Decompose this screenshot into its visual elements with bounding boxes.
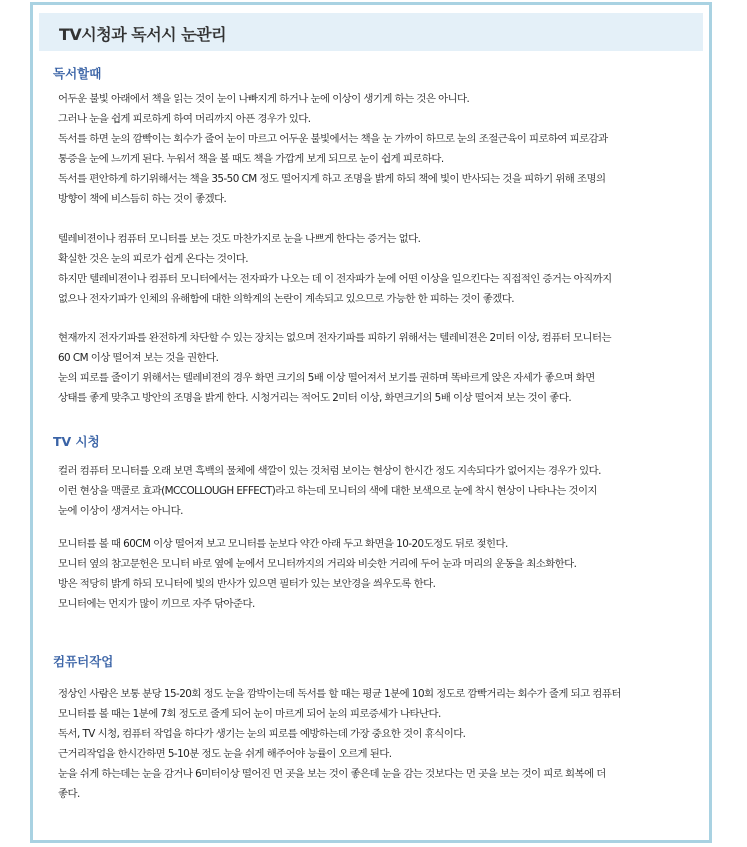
text-line: 현재까지 전자기파를 완전하게 차단할 수 있는 장치는 없으며 전자기파를 피하기 위해서는 텔레비젼은 2미터 이상, 컴퓨터 모니터는 [58, 332, 611, 344]
text-line: 눈에 이상이 생겨서는 아니다. [58, 505, 183, 517]
text-line: 좋다. [58, 788, 80, 800]
text-line: 없으나 전자기파가 인체의 유해함에 대한 의학계의 논란이 계속되고 있으므로 가능한 한 피하는 것이 좋겠다. [58, 293, 514, 305]
text-line: 눈을 쉬게 하는데는 눈을 감거나 6미터이상 떨어진 먼 곳을 보는 것이 좋은데 눈을 감는 것보다는 먼 곳을 보는 것이 피로 회복에 더 [58, 768, 606, 780]
text-line: 독서를 하면 눈의 깜빡이는 회수가 줄어 눈이 마르고 어두운 불빛에서는 책을 눈 가까이 하므로 눈의 조절근육이 피로하여 피로감과 [58, 133, 608, 145]
text-line: 통증을 눈에 느끼게 된다. 누워서 책을 볼 때도 책을 가깝게 보게 되므로 눈이 쉽게 피로하다. [58, 153, 444, 165]
page-title: TV시청과 독서시 눈관리 [59, 25, 227, 44]
text-line: 상태를 좋게 맞추고 방안의 조명을 밝게 한다. 시청거리는 적어도 2미터 이상, 화면크기의 5배 이상 떨어져 보는 것이 좋다. [58, 392, 572, 404]
text-line: 독서를 편안하게 하기위해서는 책을 35-50 CM 정도 떨어지게 하고 조명을 밝게 하되 책에 빛이 반사되는 것을 피하기 위해 조명의 [58, 173, 606, 185]
text-line: 컬러 컴퓨터 모니터를 오래 보면 흑백의 물체에 색깔이 있는 것처럼 보이는 현상이 한시간 정도 지속되다가 없어지는 경우가 있다. [58, 465, 601, 477]
reading-paragraph-1 [58, 89, 706, 209]
text-line: 60 CM 이상 떨어져 보는 것을 권한다. [58, 352, 219, 364]
tv-paragraph-2 [58, 534, 706, 614]
reading-paragraph-3 [58, 328, 706, 408]
text-line: 방향이 책에 비스듬히 하는 것이 좋겠다. [58, 193, 227, 205]
text-line: 텔레비젼이나 컴퓨터 모니터를 보는 것도 마찬가지로 눈을 나쁘게 한다는 증거는 없다. [58, 233, 421, 245]
text-line: 독서, TV 시청, 컴퓨터 작업을 하다가 생기는 눈의 피로를 예방하는데 가장 중요한 것이 휴식이다. [58, 728, 466, 740]
text-line: 모니터에는 먼지가 많이 끼므로 자주 닦아준다. [58, 598, 255, 610]
text-line: 눈의 피로를 줄이기 위해서는 텔레비젼의 경우 화면 크기의 5배 이상 떨어져서 보기를 권하며 똑바르게 앉은 자세가 좋으며 화면 [58, 372, 595, 384]
text-line: 이런 현상을 맥콜로 효과(MCCOLLOUGH EFFECT)라고 하는데 모니터의 색에 대한 보색으로 눈에 착시 현상이 나타나는 것이지 [58, 485, 597, 497]
text-line: 어두운 불빛 아래에서 책을 읽는 것이 눈이 나빠지게 하거나 눈에 이상이 생기게 하는 것은 아니다. [58, 93, 470, 105]
text-line: 모니터 옆의 참고문헌은 모니터 바로 옆에 눈에서 모니터까지의 거리와 비슷한 거리에 두어 눈과 머리의 운동을 최소화한다. [58, 558, 577, 570]
title-bar [39, 13, 703, 51]
text-line: 모니터를 볼 때 60CM 이상 떨어져 보고 모니터를 눈보다 약간 아래 두고 화면을 10-20도정도 뒤로 젖힌다. [58, 538, 508, 550]
text-line: 방은 적당히 밝게 하되 모니터에 빛의 반사가 있으면 필터가 있는 보안경을 씌우도록 한다. [58, 578, 436, 590]
section-heading-tv: TV 시청 [53, 434, 100, 449]
computer-paragraph-1 [58, 684, 706, 804]
reading-paragraph-2 [58, 229, 706, 309]
text-line: 그러나 눈을 쉽게 피로하게 하여 머리까지 아픈 경우가 있다. [58, 113, 311, 125]
section-heading-computer: 컴퓨터작업 [53, 654, 114, 669]
text-line: 모니터를 볼 때는 1분에 7회 정도로 줄게 되어 눈이 마르게 되어 눈의 피로증세가 나타난다. [58, 708, 441, 720]
text-line: 근거리작업을 한시간하면 5-10분 정도 눈을 쉬게 해주어야 능률이 오르게 된다. [58, 748, 392, 760]
section-heading-reading: 독서할때 [53, 66, 102, 81]
text-line: 정상인 사람은 보통 분당 15-20회 정도 눈을 깜박이는데 독서를 할 때는 평균 1분에 10회 정도로 깜빡거리는 회수가 줄게 되고 컴퓨터 [58, 688, 621, 700]
tv-paragraph-1 [58, 461, 706, 521]
text-line: 하지만 텔레비젼이나 컴퓨터 모니터에서는 전자파가 나오는 데 이 전자파가 눈에 어떤 이상을 일으킨다는 직접적인 증거는 아직까지 [58, 273, 612, 285]
text-line: 확실한 것은 눈의 피로가 쉽게 온다는 것이다. [58, 253, 249, 265]
